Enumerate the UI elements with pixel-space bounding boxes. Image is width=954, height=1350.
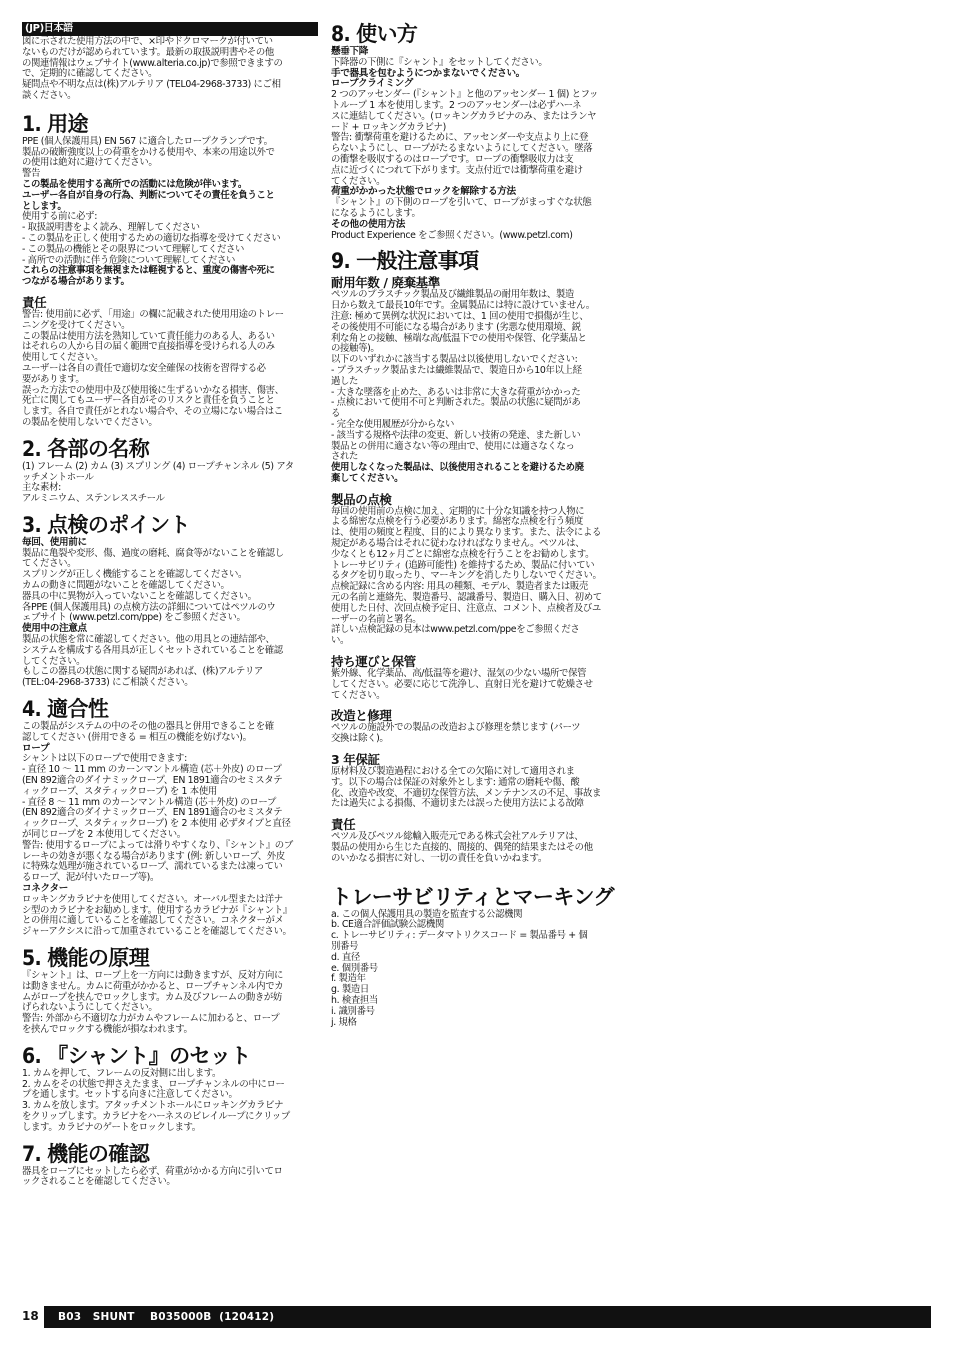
section-3-title: 3. 点検のポイント (22, 512, 190, 537)
text-line: 点に近づくにつれて下がります。支点付近では衝撃荷重を避け (331, 164, 583, 176)
text-line: システムを構成する各用具が正しくセットされていることを確認 (22, 644, 283, 656)
section-4-body (22, 722, 318, 744)
text-line: で、定期的に確認してください。 (22, 68, 158, 80)
text-line: を挟んでロックする機能が損なわれます。 (22, 1023, 193, 1035)
text-line: c. トレーサビリティ: データマトリクスコード = 製品番号 + 個 (331, 930, 588, 942)
text-line: るロープ、泥が付いたロープ等)。 (22, 872, 159, 884)
text-line: スに連結してください。(ロッキングカラビナのみ、またはランヤ (331, 110, 597, 122)
text-line: (TEL:04-2968-3733) にご相談ください。 (22, 677, 194, 689)
text-line: ユーザーは各自の責任で適切な安全確保の技術を習得する必 (22, 362, 266, 374)
text-line: 過した (331, 375, 359, 387)
text-line: てください。 (331, 175, 386, 187)
text-line: つながる場合があります。 (22, 276, 130, 288)
text-line: (EN 892適合のダイナミックロープ、EN 1891適合のセミスタテ (22, 775, 283, 787)
text-line: 疑問点や不明な点は(株)アルテリア (TEL04-2968-3733) にご相 (22, 79, 281, 91)
text-line: - この製品を正しく使用するための適切な指導を受けてください (22, 232, 281, 244)
text-line: の接触等)。 (331, 343, 380, 355)
text-line: の衝撃を吸収するのはロープです。ロープの衝撃吸収力は支 (331, 153, 574, 165)
text-line: 警告: 使用するロープによっては滑りやすくなり、『シャント』のブ (22, 839, 293, 851)
text-line: 警告: 使用前に必ず、「用途」の欄に記載された使用用途のトレー (22, 308, 284, 320)
lifetime-title: 耐用年数 / 廃棄基準 (331, 275, 440, 291)
text-line: 図に示された使用方法の中で、×印やドクロマークが付いてい (22, 36, 273, 47)
text-line: 製品の使用から生じた直接的、間接的、偶発的結果またはその他 (331, 842, 593, 854)
text-line: ェブサイト (www.petzl.com/ppe) をご参照ください。 (22, 612, 246, 624)
storage-title: 持ち運びと保管 (331, 654, 416, 670)
text-line: 1. カムを押して、フレームの反対側に出します。 (22, 1067, 222, 1079)
text-line: 日から数えて最長10年です。金属製品には特に設けていません。 (331, 300, 595, 312)
text-line: るタグを切り取ったり、マーキングを消したりしないでください。 (331, 570, 602, 582)
text-line: 詳しい点検記録の見本はwww.petzl.com/ppeをご参照くださ (331, 624, 580, 636)
text-line: - 直径 10 ～ 11 mm のカーンマントル構造 (芯＋外皮) のロープ (22, 764, 282, 776)
text-line: i. 識別番号 (331, 1005, 375, 1017)
section-4-connector (22, 895, 318, 938)
text-line: 注意: 極めて異例な状況においては、1 回の使用で損傷が生じ、 (331, 310, 589, 322)
text-line: 点検記録に含める内容: 用具の種類、モデル、製造者または販売 (331, 581, 588, 593)
text-line: シャントは以下のロープで使用できます: (22, 753, 187, 765)
text-line: - 取扱説明書をよく読み、理解してください (22, 222, 200, 234)
text-line: d. 直径 (331, 951, 360, 963)
text-line: 警告 (22, 168, 41, 180)
text-line: ニングを受けてください。 (22, 319, 131, 331)
text-line: ックされることを確認してください。 (22, 1176, 176, 1188)
text-line: よる綿密な点検を行う必要があります。綿密な点検を行う頻度 (331, 516, 583, 528)
text-line: が同じロープを 2 本使用してください。 (22, 829, 186, 841)
spacer (331, 865, 623, 877)
text-line: 規定がある場合はそれに従わなければなりません。ペツルは、 (331, 538, 585, 550)
text-line: g. 製造日 (331, 984, 369, 996)
traceability-list (331, 910, 623, 1029)
text-line: になるようにします。 (331, 207, 421, 219)
text-line: シ型のカラビナをお勧めします。使用するカラビナが『シャント』 (22, 904, 292, 916)
section-8-hand-warning: 手で器具を包むようにつかまないでください。 (331, 67, 525, 79)
text-line: 化、改造や改変、不適切な保管方法、メンテナンスの不足、事故ま (331, 787, 602, 799)
text-line: ないものだけが認められています。最新の取扱説明書やその他 (22, 46, 274, 58)
section-8-subheading-unlock: 荷重がかかった状態でロックを解除する方法 (331, 186, 516, 198)
text-line: ーザーの名前と署名。 (331, 613, 422, 625)
liability-title: 責任 (331, 817, 356, 833)
section-8-subheading-descent: 懸垂下降 (331, 46, 368, 57)
lifetime-body (331, 290, 623, 463)
text-line: す。以下の場合は保証の対象外とします: 通常の磨耗や傷、酸 (331, 776, 580, 788)
doc-reference-text: B03 SHUNT B035000B (120412) (58, 1311, 275, 1323)
text-line: の関連情報はウェブサイト(www.alteria.co.jp)で参照できますの (22, 57, 283, 69)
text-line: Product Experience をご参照ください。(www.petzl.com) (331, 229, 573, 241)
text-line: をクリップします。カラビナをハーネスのビレイループにクリップ (22, 1110, 290, 1122)
section-5-body (22, 971, 318, 1036)
text-line: 器具の中に異物が入っていないことを確認してください。 (22, 590, 257, 602)
section-4-title: 4. 適合性 (22, 697, 109, 722)
section-4-subheading-connector: コネクター (22, 883, 69, 894)
text-line: アルミニウム、ステンレススチール (22, 493, 165, 505)
section-2-title: 2. 各部の名称 (22, 436, 150, 461)
text-line: 器具をロープにセットしたら必ず、荷重がかかる方向に引いてロ (22, 1165, 283, 1177)
text-line: - 該当する規格や法律の変更、新しい技術の発達、また新しい (331, 429, 581, 441)
text-line: ロッキングカラビナを使用してください。オーバル型または洋ナ (22, 893, 283, 905)
section-9-title: 9. 一般注意事項 (331, 249, 479, 274)
text-line: 元の名前と連絡先、製造番号、認識番号、製造日、購入日、初めて (331, 592, 602, 604)
text-line: してください。必要に応じて洗浄し、直射日光を避けて乾燥させ (331, 678, 593, 690)
text-line: (1) フレーム (2) カム (3) スプリング (4) ロープチャンネル (5) アタ (22, 460, 294, 472)
section-1-warning (22, 180, 318, 212)
text-line: h. 検査担当 (331, 994, 378, 1006)
modification-title: 改造と修理 (331, 708, 392, 724)
section-8-descent (331, 58, 623, 69)
text-line: 使用する前に必ず: (22, 211, 98, 223)
text-line: f. 製造年 (331, 973, 366, 985)
text-line: - 大きな墜落を止めた、あるいは非常に大きな荷重がかかった (331, 386, 581, 398)
text-line: 紫外線、化学薬品、高/低温等を避け、湿気の少ない場所で保管 (331, 668, 587, 680)
text-line: げられないようにしてください。 (22, 1002, 158, 1014)
right-column (331, 22, 623, 1028)
text-line: 2 つのアッセンダー (『シャント』と他のアッセンダー 1 個) とフッ (331, 89, 599, 101)
text-line: プを通します。セットする向きに注意してください。 (22, 1089, 238, 1101)
text-line: に特殊な処理が施されているロープ、濡れているまたは凍ってい (22, 861, 283, 873)
text-line: 原材料及び製造過程における全ての欠陥に対して適用されま (331, 766, 575, 778)
text-line: この製品は使用方法を熟知していて責任能力のある人、あるい (22, 330, 275, 342)
text-line: - プラスチック製品または繊維製品で、製造日から10年以上経 (331, 364, 582, 376)
text-line: 『シャント』は、ロープ上を一方向には動きますが、反対方向に (22, 969, 284, 981)
text-line: 警告: 外部から不適切な力がカムやフレームに加わると、ロープ (22, 1013, 280, 1025)
modification-body (331, 723, 623, 745)
section-3-subheading-during: 使用中の注意点 (22, 623, 87, 635)
section-4-rope (22, 754, 318, 884)
text-line: 3. カムを放します。アタッチメントホールにロッキングカラビナ (22, 1100, 284, 1112)
lifetime-warning (331, 463, 623, 485)
text-line: e. 個別番号 (331, 962, 378, 974)
section-2-body (22, 462, 318, 505)
inspection-title: 製品の点検 (331, 491, 392, 507)
liability-body (331, 832, 623, 864)
text-line: てください。 (22, 558, 77, 570)
section-8-subheading-other: その他の使用方法 (331, 218, 405, 230)
text-line: PPE (個人保護用具) EN 567 に適合したロープクランプです。 (22, 135, 273, 147)
text-line: ユーザー各自が自身の行為、判断についてその責任を負うこと (22, 189, 275, 201)
text-line: ード + ロッキングカラビナ) (331, 121, 446, 133)
text-line: は、使用の頻度と程度、目的により異なります。また、法令による (331, 527, 602, 539)
text-line: ッチメントホール (22, 471, 94, 483)
text-line: - 高所での活動に伴う危険について理解してください (22, 254, 236, 266)
text-line: 交換は除く)。 (331, 733, 389, 745)
text-line: 使用しなくなった製品は、以後使用されることを避けるため廃 (331, 462, 584, 474)
text-line: 誤った方法での使用中及び使用後に生ずるいかなる損害、傷害、 (22, 384, 284, 396)
footer-doc-reference (44, 1306, 931, 1328)
text-line: 以下のいずれかに該当する製品は以後使用しないでください: (331, 354, 578, 366)
text-line: j. 規格 (331, 1016, 357, 1028)
text-line: ペツル及びペツル総輸入販売元である株式会社アルテリアは、 (331, 831, 584, 843)
section-1-body (22, 137, 318, 180)
text-line: てください。 (331, 689, 386, 701)
left-column (22, 22, 318, 1188)
text-line: これらの注意事項を無視または軽視すると、重度の傷害や死に (22, 265, 275, 277)
text-line: スプリングが正しく機能することを確認してください。 (22, 569, 248, 581)
text-line: は動きません。カムに荷重がかかると、ロープチャンネル内でカ (22, 980, 284, 992)
responsibility-title: 責任 (22, 294, 47, 310)
text-line: とします。 (22, 200, 67, 212)
text-line: る (331, 408, 341, 420)
section-6-title: 6. 『シャント』のセット (22, 1043, 251, 1068)
language-tag: (JP)日本語 (22, 22, 318, 36)
text-line: トループ 1 本を使用します。2 つのアッセンダーは必ずハーネ (331, 99, 582, 111)
text-line: その後使用不可能になる場合があります (劣悪な使用環境、鋭 (331, 321, 581, 333)
section-6-body (22, 1069, 318, 1134)
text-line: ペツルのプラスチック製品及び繊維製品の耐用年数は、製造 (331, 289, 574, 301)
traceability-title: トレーサビリティとマーキング (331, 884, 614, 909)
warranty-body (331, 767, 623, 810)
section-7-title: 7. 機能の確認 (22, 1141, 150, 1166)
responsibility-body (22, 310, 318, 429)
text-line: 使用した日付、次回点検予定日、注意点、コメント、点検者及びユ (331, 602, 601, 614)
text-line: カムの動きに問題がないことを確認してください。 (22, 580, 230, 592)
intro-text (22, 37, 318, 102)
text-line: します。カラビナのゲートをロックします。 (22, 1121, 201, 1133)
section-4-subheading-rope: ロープ (22, 742, 50, 754)
text-line: - 完全な使用履歴が分からない (331, 418, 454, 430)
text-line: ペツルの施設外での製品の改造および修理を禁じます (パーツ (331, 722, 581, 734)
text-line: もしこの器具の状態に関する疑問があれば、(株)アルテリア (22, 666, 263, 678)
text-line: 別番号 (331, 941, 359, 952)
text-line: 認してください (併用できる = 相互の機能を妨げない)。 (22, 731, 252, 743)
text-line: 棄してください。 (331, 472, 404, 484)
text-line: この製品がシステムの中のその他の器具と併用できることを確 (22, 721, 274, 733)
text-line: の製品を使用しないでください。 (22, 416, 158, 428)
warranty-title: 3 年保証 (331, 752, 380, 768)
text-line: 毎回の使用前の点検に加え、定期的に十分な知識を持つ人物に (331, 505, 585, 517)
section-3-subheading-every: 毎回、使用前に (22, 536, 87, 548)
text-line: い。 (331, 635, 350, 647)
section-8-other (331, 231, 623, 242)
text-line: b. CE適合評価試験公認機関 (331, 919, 444, 931)
text-line: - この製品の機能とその限界について理解してください (22, 243, 245, 255)
section-8-unlock (331, 198, 623, 220)
text-line: 製品との併用に適さない等の理由で、使用には適さなくなっ (331, 440, 575, 452)
text-line: 製品の破断強度以上の荷重をかける使用や、本来の用途以外で (22, 146, 275, 158)
text-line: 『シャント』の下側のロープを引いて、ロープがまっすぐな状態 (331, 197, 592, 209)
section-8-subheading-climbing: ロープクライミング (331, 78, 413, 90)
text-line: はそれらの人から目の届く範囲で直接指導を受けられる人のみ (22, 341, 275, 353)
text-line: 下降器の下側に『シャント』をセットしてください。 (331, 56, 548, 68)
text-line: 要があります。 (22, 373, 85, 385)
text-line: たは過失による損傷、不適切または誤った使用方法による故障 (331, 798, 584, 810)
text-line: 死亡に関してもユーザー各自がそのリスクと責任を負うことと (22, 395, 275, 407)
text-line: された (331, 451, 359, 463)
section-8-climbing (331, 90, 623, 187)
text-line: 製品に亀裂や変形、傷、過度の磨耗、腐食等がないことを確認し (22, 547, 284, 559)
text-line: 利な角との接触、極端な高/低温下での使用や保管、化学薬品と (331, 332, 587, 344)
section-1-checklist (22, 212, 318, 266)
page-number: 18 (22, 1309, 39, 1323)
text-line: ジャーアクシスに沿って加重されていることを確認してください。 (22, 926, 292, 938)
section-5-title: 5. 機能の原理 (22, 945, 150, 970)
text-line: - 点検において使用不可と判断された。製品の状態に疑問があ (331, 397, 581, 409)
text-line: (EN 892適合のダイナミックロープ、EN 1891適合のセミスタテ (22, 807, 283, 819)
text-line: 主な素材: (22, 482, 61, 494)
text-line: 少なくとも12ヶ月ごとに綿密な点検を行うことをお勧めします。 (331, 548, 595, 560)
text-line: らないようにし、ロープがたるまないようにしてください。墜落 (331, 143, 593, 155)
text-line: a. この個人保護用具の製造を監査する公認機関 (331, 908, 523, 920)
text-line: 2. カムをその状態で押さえたまま、ロープチャンネルの中にロー (22, 1078, 285, 1090)
text-line: 談ください。 (22, 89, 77, 101)
text-line: - 直径 8 ～ 11 mm のカーンマントル構造 (芯＋外皮) のロープ (22, 796, 276, 808)
text-line: の使用は絶対に避けてください。 (22, 157, 158, 169)
text-line: してください。 (22, 655, 86, 667)
text-line: 製品の状態を常に確認してください。他の用具との連結部や、 (22, 634, 275, 646)
section-7-body (22, 1167, 318, 1189)
text-line: レーキの効きが悪くなる場合があります (例: 新しいロープ、外皮 (22, 850, 285, 862)
text-line: ィックロープ、スタティックロープ) を 2 本使用 必ずタイプと直径 (22, 818, 291, 830)
text-line: ムがロープを挟んでロックします。カム及びフレームの動きが妨 (22, 991, 282, 1003)
text-line: との併用に適していることを確認してください。コネクターがメ (22, 915, 284, 927)
storage-body (331, 669, 623, 701)
section-1-title: 1. 用途 (22, 111, 88, 136)
text-line: 各PPE (個人保護用具) の点検方法の詳細についてはペツルのウ (22, 601, 276, 613)
text-line: トレーサビリティ (追跡可能性) を維持するため、製品に付いてい (331, 559, 595, 571)
inspection-body (331, 507, 623, 647)
section-3-body (22, 549, 318, 625)
text-line: 警告: 衝撃荷重を避けるために、アッセンダーや支点より上に登 (331, 132, 589, 144)
text-line: のいかなる損害に対し、一切の責任を負いかねます。 (331, 852, 547, 864)
text-line: この製品を使用する高所での活動には危険が伴います。 (22, 178, 247, 190)
section-1-warning-2 (22, 266, 318, 288)
text-line: します。各自で責任がとれない場合や、その立場にない場合はこ (22, 406, 283, 418)
text-line: 使用してください。 (22, 352, 104, 364)
text-line: ィックロープ、スタティックロープ) を 1 本使用 (22, 785, 217, 797)
section-3-body-2 (22, 635, 318, 689)
section-8-title: 8. 使い方 (331, 22, 418, 46)
